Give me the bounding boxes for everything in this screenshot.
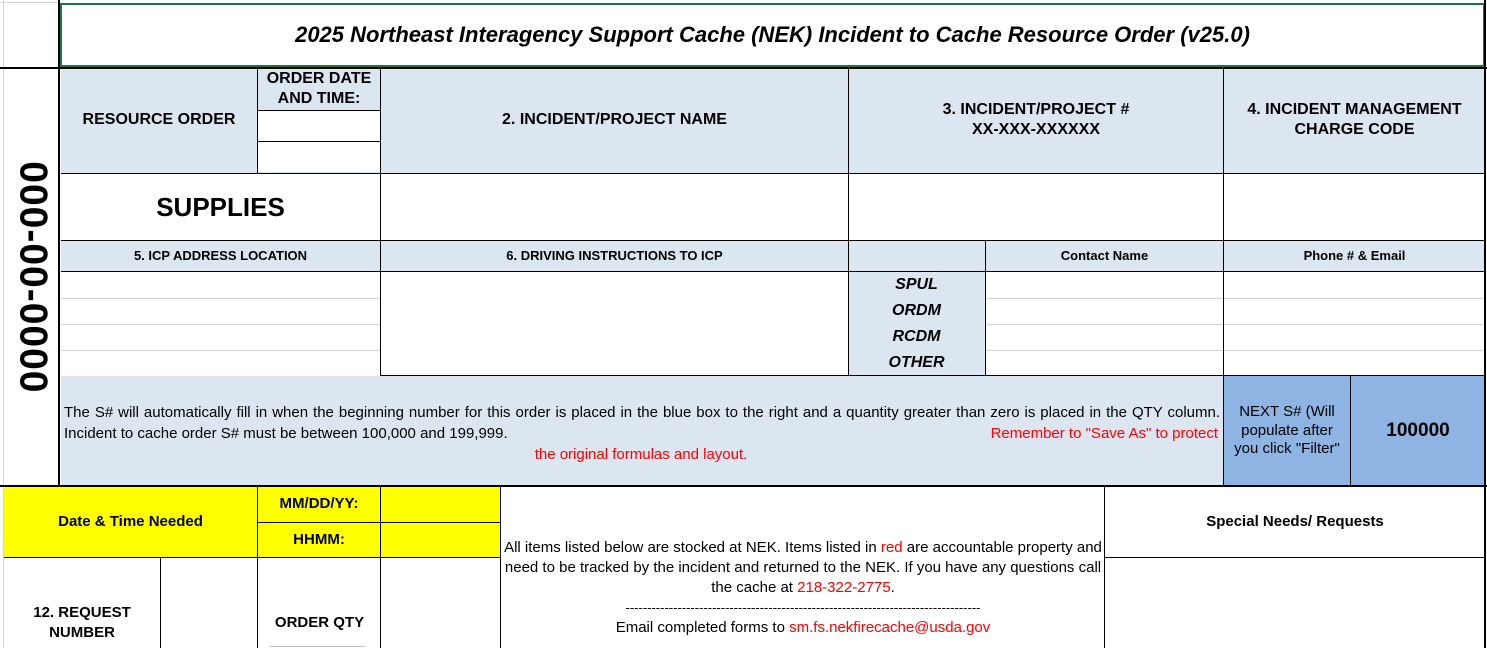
border-line (985, 241, 986, 376)
contact-name-rcdm-input[interactable] (986, 324, 1223, 350)
border-line (1350, 376, 1351, 485)
border-line (61, 173, 1485, 174)
gridline (61, 324, 380, 325)
gridline (986, 298, 1485, 299)
border-line (58, 0, 60, 486)
needed-date-label: MM/DD/YY: (279, 495, 359, 513)
stock-info-text-2: are accountable property and need to be tracked by the incident and returned to the NEK. If you have any questions call the cache at (504, 539, 1102, 596)
request-number-column-header: 12. REQUEST NUMBER (33, 604, 131, 641)
contact-role-rcdm: RCDM (892, 328, 941, 345)
border-line (0, 485, 1487, 487)
border-line (61, 271, 1485, 272)
border-line (381, 375, 985, 376)
gridline (986, 350, 1485, 351)
gridline (61, 298, 380, 299)
resource-order-label: RESOURCE ORDER (82, 111, 236, 128)
order-number: 000-00-0000 (11, 160, 55, 394)
needed-date-input[interactable] (381, 487, 500, 522)
save-as-note-continued: the original formulas and layout. (534, 446, 748, 463)
phone-email-rcdm-input[interactable] (1224, 324, 1485, 350)
contact-name-ordm-input[interactable] (986, 298, 1223, 324)
email-prefix: Email completed forms to (615, 619, 790, 636)
driving-instructions-label: 6. DRIVING INSTRUCTIONS TO ICP (506, 247, 723, 263)
driving-instructions-input[interactable] (381, 272, 848, 376)
contact-name-other-input[interactable] (986, 350, 1223, 376)
phone-email-ordm-input[interactable] (1224, 298, 1485, 324)
email-instruction (502, 618, 1104, 638)
phone-email-other-input[interactable] (1224, 350, 1485, 376)
date-time-needed-label: Date & Time Needed (58, 513, 203, 531)
order-qty-column-header: ORDER QTY (274, 613, 365, 631)
cache-phone-link[interactable]: 218-322-2775 (797, 579, 891, 596)
border-line (61, 240, 1485, 241)
gridline (986, 324, 1485, 325)
phone-email-spul-input[interactable] (1224, 272, 1485, 298)
border-line (380, 558, 381, 648)
border-line (258, 141, 380, 142)
border-line (1484, 0, 1486, 648)
charge-code-input[interactable] (1224, 174, 1485, 240)
special-needs-input[interactable] (1106, 559, 1485, 648)
stock-info (502, 538, 1104, 598)
border-line (1223, 68, 1224, 485)
s-number-note: The S# will automatically fill in when the beginning number for this order is placed in the blue box to the right and a quantity greater than zero is placed in the QTY column. Incident to cache order S# must be between 100,000 and 199,999. (64, 404, 1220, 442)
page-title: 2025 Northeast Interagency Support Cache (NEK) Incident to Cache Resource Order (v25.0) (60, 3, 1485, 67)
supplies-label: SUPPLIES (156, 191, 285, 222)
contact-role-spul: SPUL (895, 276, 938, 293)
border-line (500, 486, 501, 648)
icp-address-label: 5. ICP ADDRESS LOCATION (133, 247, 308, 263)
contact-role-other: OTHER (888, 354, 945, 371)
border-line (4, 557, 501, 558)
next-s-label: NEXT S# (Will populate after you click "Filter" (1234, 402, 1340, 458)
gridline (3, 0, 4, 648)
border-line (257, 486, 258, 648)
border-line (380, 68, 381, 376)
incident-management-charge-code-label: 4. INCIDENT MANAGEMENT CHARGE CODE (1247, 101, 1462, 138)
cache-email-link[interactable]: sm.fs.nekfirecache@usda.gov (789, 619, 991, 636)
incident-project-name-input[interactable] (381, 174, 848, 240)
gridline (0, 2, 60, 3)
contact-role-ordm: ORDM (892, 302, 941, 319)
border-line (0, 67, 1487, 69)
incident-project-number-format: XX-XXX-XXXXXX (971, 121, 1101, 138)
incident-project-number-header (849, 68, 1223, 172)
order-date-input[interactable] (259, 111, 380, 141)
border-line (848, 68, 849, 376)
incident-project-number-label: 3. INCIDENT/PROJECT # (942, 101, 1130, 118)
incident-project-number-input[interactable] (849, 174, 1223, 240)
contact-name-label: Contact Name (1060, 247, 1149, 263)
needed-time-label: HHMM: (293, 531, 345, 549)
stock-info-period: . (890, 579, 895, 596)
gridline (61, 350, 380, 351)
border-line (380, 486, 381, 558)
phone-email-label: Phone # & Email (1303, 247, 1406, 263)
border-line (160, 558, 161, 648)
border-line (1105, 557, 1485, 558)
border-line (258, 110, 380, 111)
contact-name-spul-input[interactable] (986, 272, 1223, 298)
border-line (257, 68, 258, 173)
incident-project-name-label: 2. INCIDENT/PROJECT NAME (502, 111, 727, 128)
stock-info-text: All items listed below are stocked at NEK. Items listed in (504, 539, 881, 556)
special-needs-label: Special Needs/ Requests (1206, 513, 1384, 531)
order-date-time-label: ORDER DATE AND TIME: (266, 70, 372, 107)
gridline (270, 646, 365, 647)
order-time-input[interactable] (259, 142, 380, 172)
border-line (986, 375, 1485, 376)
stock-info-divider: ---------------------------------------------------------------------------------- (625, 600, 981, 615)
next-s-value[interactable]: 100000 (1386, 420, 1450, 442)
border-line (1104, 486, 1105, 648)
needed-time-input[interactable] (381, 523, 500, 558)
order-number-column (4, 68, 60, 486)
stock-info-red-word: red (880, 539, 903, 556)
save-as-note: Remember to "Save As" to protect (990, 425, 1218, 442)
